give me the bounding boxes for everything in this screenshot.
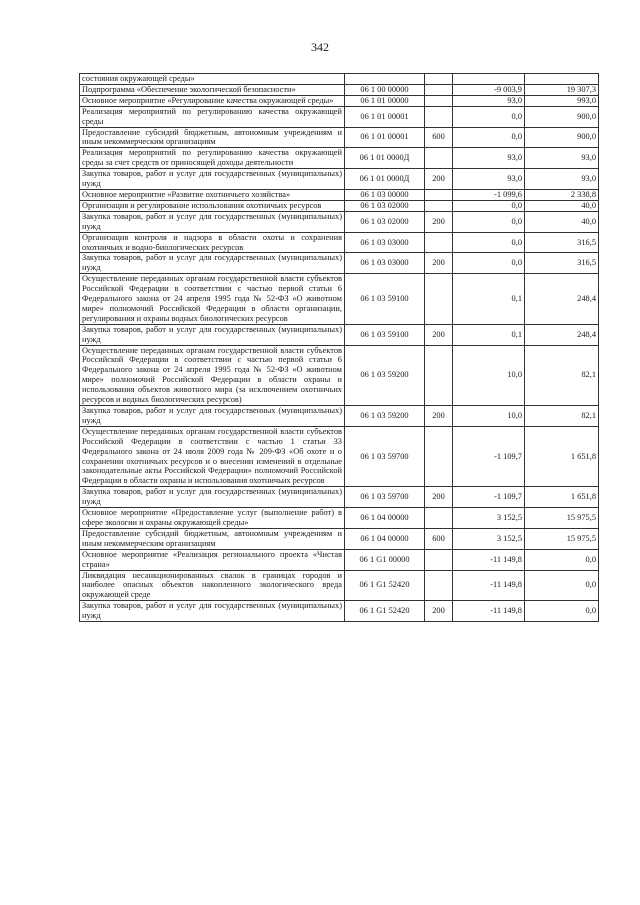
row-expense-type-cell: 200 <box>425 324 453 345</box>
row-amount-total-cell: 15 975,5 <box>525 508 599 529</box>
row-code-cell: 06 1 03 59100 <box>345 324 425 345</box>
row-code-cell: 06 1 03 03000 <box>345 232 425 253</box>
table-row <box>80 95 599 106</box>
row-amount-total-cell: 2 338,8 <box>525 189 599 200</box>
table-row <box>80 74 599 85</box>
table-row <box>80 345 599 405</box>
row-name-cell: Реализация мероприятий по регулированию качества окружающей среды <box>80 106 345 127</box>
row-amount-change-cell: 0,0 <box>453 211 525 232</box>
table-row <box>80 84 599 95</box>
row-expense-type-cell <box>425 148 453 169</box>
row-amount-change-cell: -11 149,8 <box>453 570 525 601</box>
row-amount-change-cell: 0,0 <box>453 232 525 253</box>
row-code-cell: 06 1 03 59700 <box>345 487 425 508</box>
table-row <box>80 601 599 622</box>
table-row <box>80 148 599 169</box>
row-code-cell: 06 1 01 00001 <box>345 127 425 148</box>
row-code-cell: 06 1 01 00000 <box>345 95 425 106</box>
row-name-cell: состояния окружающей среды» <box>80 74 345 85</box>
row-code-cell: 06 1 03 02000 <box>345 211 425 232</box>
row-name-cell: Предоставление субсидий бюджетным, автономным учреждениям и иным некоммерческим организациям <box>80 528 345 549</box>
row-name-cell: Осуществление переданных органам государственной власти субъектов Российской Федерации в соответствии с частью первой статьи 6 Федерального закона от 24 апреля 1995 года № 52-ФЗ «О животном мире» полномочий Российской Федерации в области охраны и использования объектов животного мира (за исключением охотничьих ресурсов и водных биологических ресурсов) <box>80 345 345 405</box>
row-code-cell: 06 1 G1 00000 <box>345 549 425 570</box>
row-amount-change-cell: -11 149,8 <box>453 601 525 622</box>
row-expense-type-cell <box>425 95 453 106</box>
row-expense-type-cell <box>425 106 453 127</box>
table-row <box>80 127 599 148</box>
table-row <box>80 189 599 200</box>
row-name-cell: Закупка товаров, работ и услуг для государственных (муниципальных) нужд <box>80 211 345 232</box>
table-row <box>80 253 599 274</box>
row-expense-type-cell <box>425 549 453 570</box>
row-code-cell: 06 1 03 02000 <box>345 200 425 211</box>
row-expense-type-cell <box>425 189 453 200</box>
row-amount-change-cell: 10,0 <box>453 345 525 405</box>
row-expense-type-cell <box>425 570 453 601</box>
row-amount-change-cell: 3 152,5 <box>453 528 525 549</box>
row-expense-type-cell <box>425 200 453 211</box>
row-code-cell: 06 1 01 00001 <box>345 106 425 127</box>
table-row <box>80 211 599 232</box>
row-amount-total-cell: 0,0 <box>525 601 599 622</box>
row-code-cell: 06 1 04 00000 <box>345 508 425 529</box>
budget-table <box>79 73 599 622</box>
row-name-cell: Организация контроля и надзора в области охоты и сохранения охотничьих и водно-биологических ресурсов <box>80 232 345 253</box>
row-amount-total-cell: 1 651,8 <box>525 426 599 486</box>
table-row <box>80 106 599 127</box>
row-expense-type-cell: 600 <box>425 528 453 549</box>
row-expense-type-cell: 200 <box>425 601 453 622</box>
row-amount-total-cell: 248,4 <box>525 324 599 345</box>
row-amount-total-cell: 15 975,5 <box>525 528 599 549</box>
row-expense-type-cell <box>425 232 453 253</box>
row-amount-total-cell: 0,0 <box>525 570 599 601</box>
row-expense-type-cell: 200 <box>425 169 453 190</box>
row-name-cell: Осуществление переданных органам государственной власти субъектов Российской Федерации в соответствии с частью первой статьи 6 Федерального закона от 24 апреля 1995 года № 52-ФЗ «О животном мире» полномочий Российской Федерации в области организации, регулирования и охраны водных биологических ресурсов <box>80 274 345 325</box>
table-row <box>80 324 599 345</box>
row-amount-total-cell: 82,1 <box>525 406 599 427</box>
table-row <box>80 528 599 549</box>
row-name-cell: Реализация мероприятий по регулированию качества окружающей среды за счет средств от приносящей доходы деятельности <box>80 148 345 169</box>
row-code-cell: 06 1 G1 52420 <box>345 570 425 601</box>
row-amount-total-cell: 40,0 <box>525 211 599 232</box>
row-name-cell: Закупка товаров, работ и услуг для государственных (муниципальных) нужд <box>80 601 345 622</box>
row-expense-type-cell: 200 <box>425 406 453 427</box>
page-number: 342 <box>311 40 329 54</box>
row-amount-change-cell: -9 003,9 <box>453 84 525 95</box>
row-amount-change-cell: -1 109,7 <box>453 487 525 508</box>
table-row <box>80 549 599 570</box>
row-expense-type-cell: 200 <box>425 211 453 232</box>
row-expense-type-cell: 200 <box>425 487 453 508</box>
row-amount-total-cell: 93,0 <box>525 169 599 190</box>
row-amount-change-cell: 0,0 <box>453 200 525 211</box>
row-amount-total-cell: 40,0 <box>525 200 599 211</box>
row-amount-total-cell: 19 307,3 <box>525 84 599 95</box>
row-amount-change-cell: 0,0 <box>453 127 525 148</box>
row-amount-total-cell: 316,5 <box>525 232 599 253</box>
row-amount-change-cell: 0,1 <box>453 324 525 345</box>
table-row <box>80 487 599 508</box>
table-row <box>80 406 599 427</box>
row-name-cell: Подпрограмма «Обеспечение экологической безопасности» <box>80 84 345 95</box>
row-name-cell: Основное мероприятие «Предоставление услуг (выполнение работ) в сфере экологии и охраны окружающей среды» <box>80 508 345 529</box>
row-code-cell: 06 1 03 59100 <box>345 274 425 325</box>
row-amount-change-cell: -11 149,8 <box>453 549 525 570</box>
row-code-cell: 06 1 00 00000 <box>345 84 425 95</box>
row-amount-change-cell: -1 109,7 <box>453 426 525 486</box>
row-amount-change-cell: 93,0 <box>453 148 525 169</box>
row-name-cell: Закупка товаров, работ и услуг для государственных (муниципальных) нужд <box>80 406 345 427</box>
row-amount-total-cell: 900,0 <box>525 106 599 127</box>
row-expense-type-cell <box>425 274 453 325</box>
table-row <box>80 232 599 253</box>
row-name-cell: Закупка товаров, работ и услуг для государственных (муниципальных) нужд <box>80 324 345 345</box>
table-row <box>80 274 599 325</box>
row-code-cell: 06 1 03 00000 <box>345 189 425 200</box>
row-amount-total-cell: 248,4 <box>525 274 599 325</box>
row-amount-total-cell: 1 651,8 <box>525 487 599 508</box>
row-name-cell: Основное мероприятие «Регулирование качества окружающей среды» <box>80 95 345 106</box>
row-amount-change-cell: 0,1 <box>453 274 525 325</box>
row-code-cell: 06 1 03 59200 <box>345 406 425 427</box>
row-expense-type-cell <box>425 508 453 529</box>
row-name-cell: Закупка товаров, работ и услуг для государственных (муниципальных) нужд <box>80 487 345 508</box>
row-amount-change-cell: -1 099,6 <box>453 189 525 200</box>
table-row <box>80 200 599 211</box>
row-name-cell: Основное мероприятие «Развитие охотничьего хозяйства» <box>80 189 345 200</box>
table-row <box>80 508 599 529</box>
row-amount-total-cell: 93,0 <box>525 148 599 169</box>
row-code-cell: 06 1 G1 52420 <box>345 601 425 622</box>
row-code-cell: 06 1 01 0000Д <box>345 148 425 169</box>
row-name-cell: Ликвидация несанкционированных свалок в границах городов и наиболее опасных объектов накопленного экологического вреда окружающей среде <box>80 570 345 601</box>
row-amount-total-cell: 316,5 <box>525 253 599 274</box>
row-expense-type-cell: 200 <box>425 253 453 274</box>
row-amount-total-cell: 993,0 <box>525 95 599 106</box>
row-expense-type-cell <box>425 345 453 405</box>
row-expense-type-cell: 600 <box>425 127 453 148</box>
row-amount-total-cell <box>525 74 599 85</box>
row-amount-change-cell: 93,0 <box>453 95 525 106</box>
row-amount-total-cell: 900,0 <box>525 127 599 148</box>
table-row <box>80 169 599 190</box>
row-amount-total-cell: 0,0 <box>525 549 599 570</box>
row-amount-change-cell: 3 152,5 <box>453 508 525 529</box>
row-amount-change-cell <box>453 74 525 85</box>
row-amount-change-cell: 10,0 <box>453 406 525 427</box>
row-amount-change-cell: 0,0 <box>453 106 525 127</box>
row-name-cell: Закупка товаров, работ и услуг для государственных (муниципальных) нужд <box>80 253 345 274</box>
row-code-cell: 06 1 03 59200 <box>345 345 425 405</box>
row-code-cell <box>345 74 425 85</box>
table-row <box>80 426 599 486</box>
row-code-cell: 06 1 04 00000 <box>345 528 425 549</box>
budget-table-body <box>80 74 599 622</box>
row-name-cell: Осуществление переданных органам государственной власти субъектов Российской Федерации в соответствии с частью 1 статьи 33 Федерального закона от 24 июля 2009 года № 209-ФЗ «Об охоте и о сохранении охотничьих ресурсов и о внесении изменений в отдельные законодательные акты Российской Федерации» полномочий Российской Федерации в области охраны и использования охотничьих ресурсов <box>80 426 345 486</box>
row-expense-type-cell <box>425 74 453 85</box>
row-name-cell: Закупка товаров, работ и услуг для государственных (муниципальных) нужд <box>80 169 345 190</box>
row-amount-change-cell: 0,0 <box>453 253 525 274</box>
row-code-cell: 06 1 03 59700 <box>345 426 425 486</box>
row-amount-change-cell: 93,0 <box>453 169 525 190</box>
row-expense-type-cell <box>425 426 453 486</box>
row-name-cell: Организация и регулирование использования охотничьих ресурсов <box>80 200 345 211</box>
row-amount-total-cell: 82,1 <box>525 345 599 405</box>
row-code-cell: 06 1 03 03000 <box>345 253 425 274</box>
row-expense-type-cell <box>425 84 453 95</box>
row-name-cell: Предоставление субсидий бюджетным, автономным учреждениям и иным некоммерческим организациям <box>80 127 345 148</box>
row-code-cell: 06 1 01 0000Д <box>345 169 425 190</box>
table-row <box>80 570 599 601</box>
row-name-cell: Основное мероприятие «Реализация регионального проекта «Чистая страна» <box>80 549 345 570</box>
